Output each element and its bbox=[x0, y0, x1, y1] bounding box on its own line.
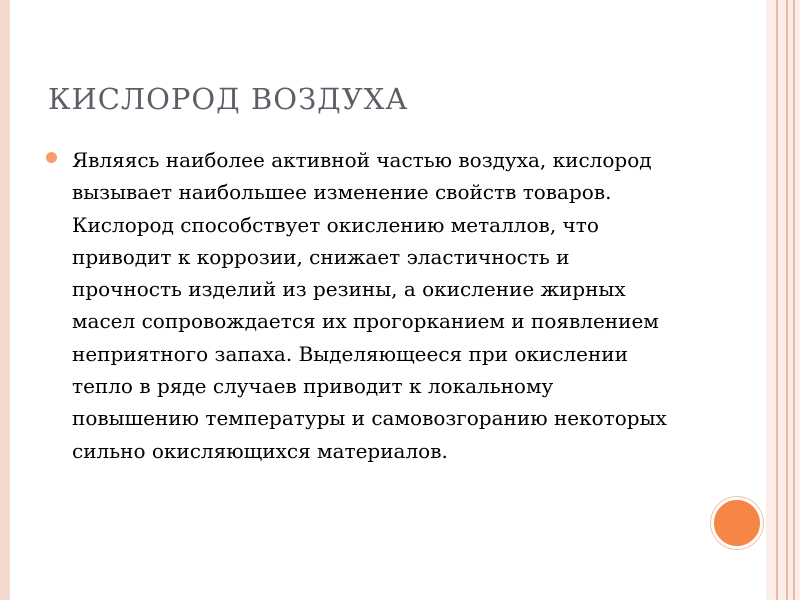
right-stripe-3 bbox=[793, 0, 795, 600]
right-stripe-2 bbox=[786, 0, 788, 600]
orange-circle-icon bbox=[711, 497, 763, 549]
left-decorative-border bbox=[0, 0, 10, 600]
bullet-text: Являясь наиболее активной частью воздуха, кислород вызывает наибольшее изменение свойств товаров. Кислород способствует окислению металлов, что приводит к коррозии, снижает эластичность и прочность изделий из резины, а окисление жирных масел сопровождается их прогорканием и появлением неприятного запаха. Выделяющееся при окислении тепло в ряде случаев приводит к локальному повышению температуры и самовозгоранию некоторых сильно окисляющихся материалов. bbox=[72, 148, 667, 463]
slide-title: КИСЛОРОД ВОЗДУХА bbox=[48, 82, 409, 116]
bullet-icon bbox=[46, 152, 57, 163]
right-decorative-border bbox=[766, 0, 800, 600]
right-stripe-1 bbox=[776, 0, 778, 600]
